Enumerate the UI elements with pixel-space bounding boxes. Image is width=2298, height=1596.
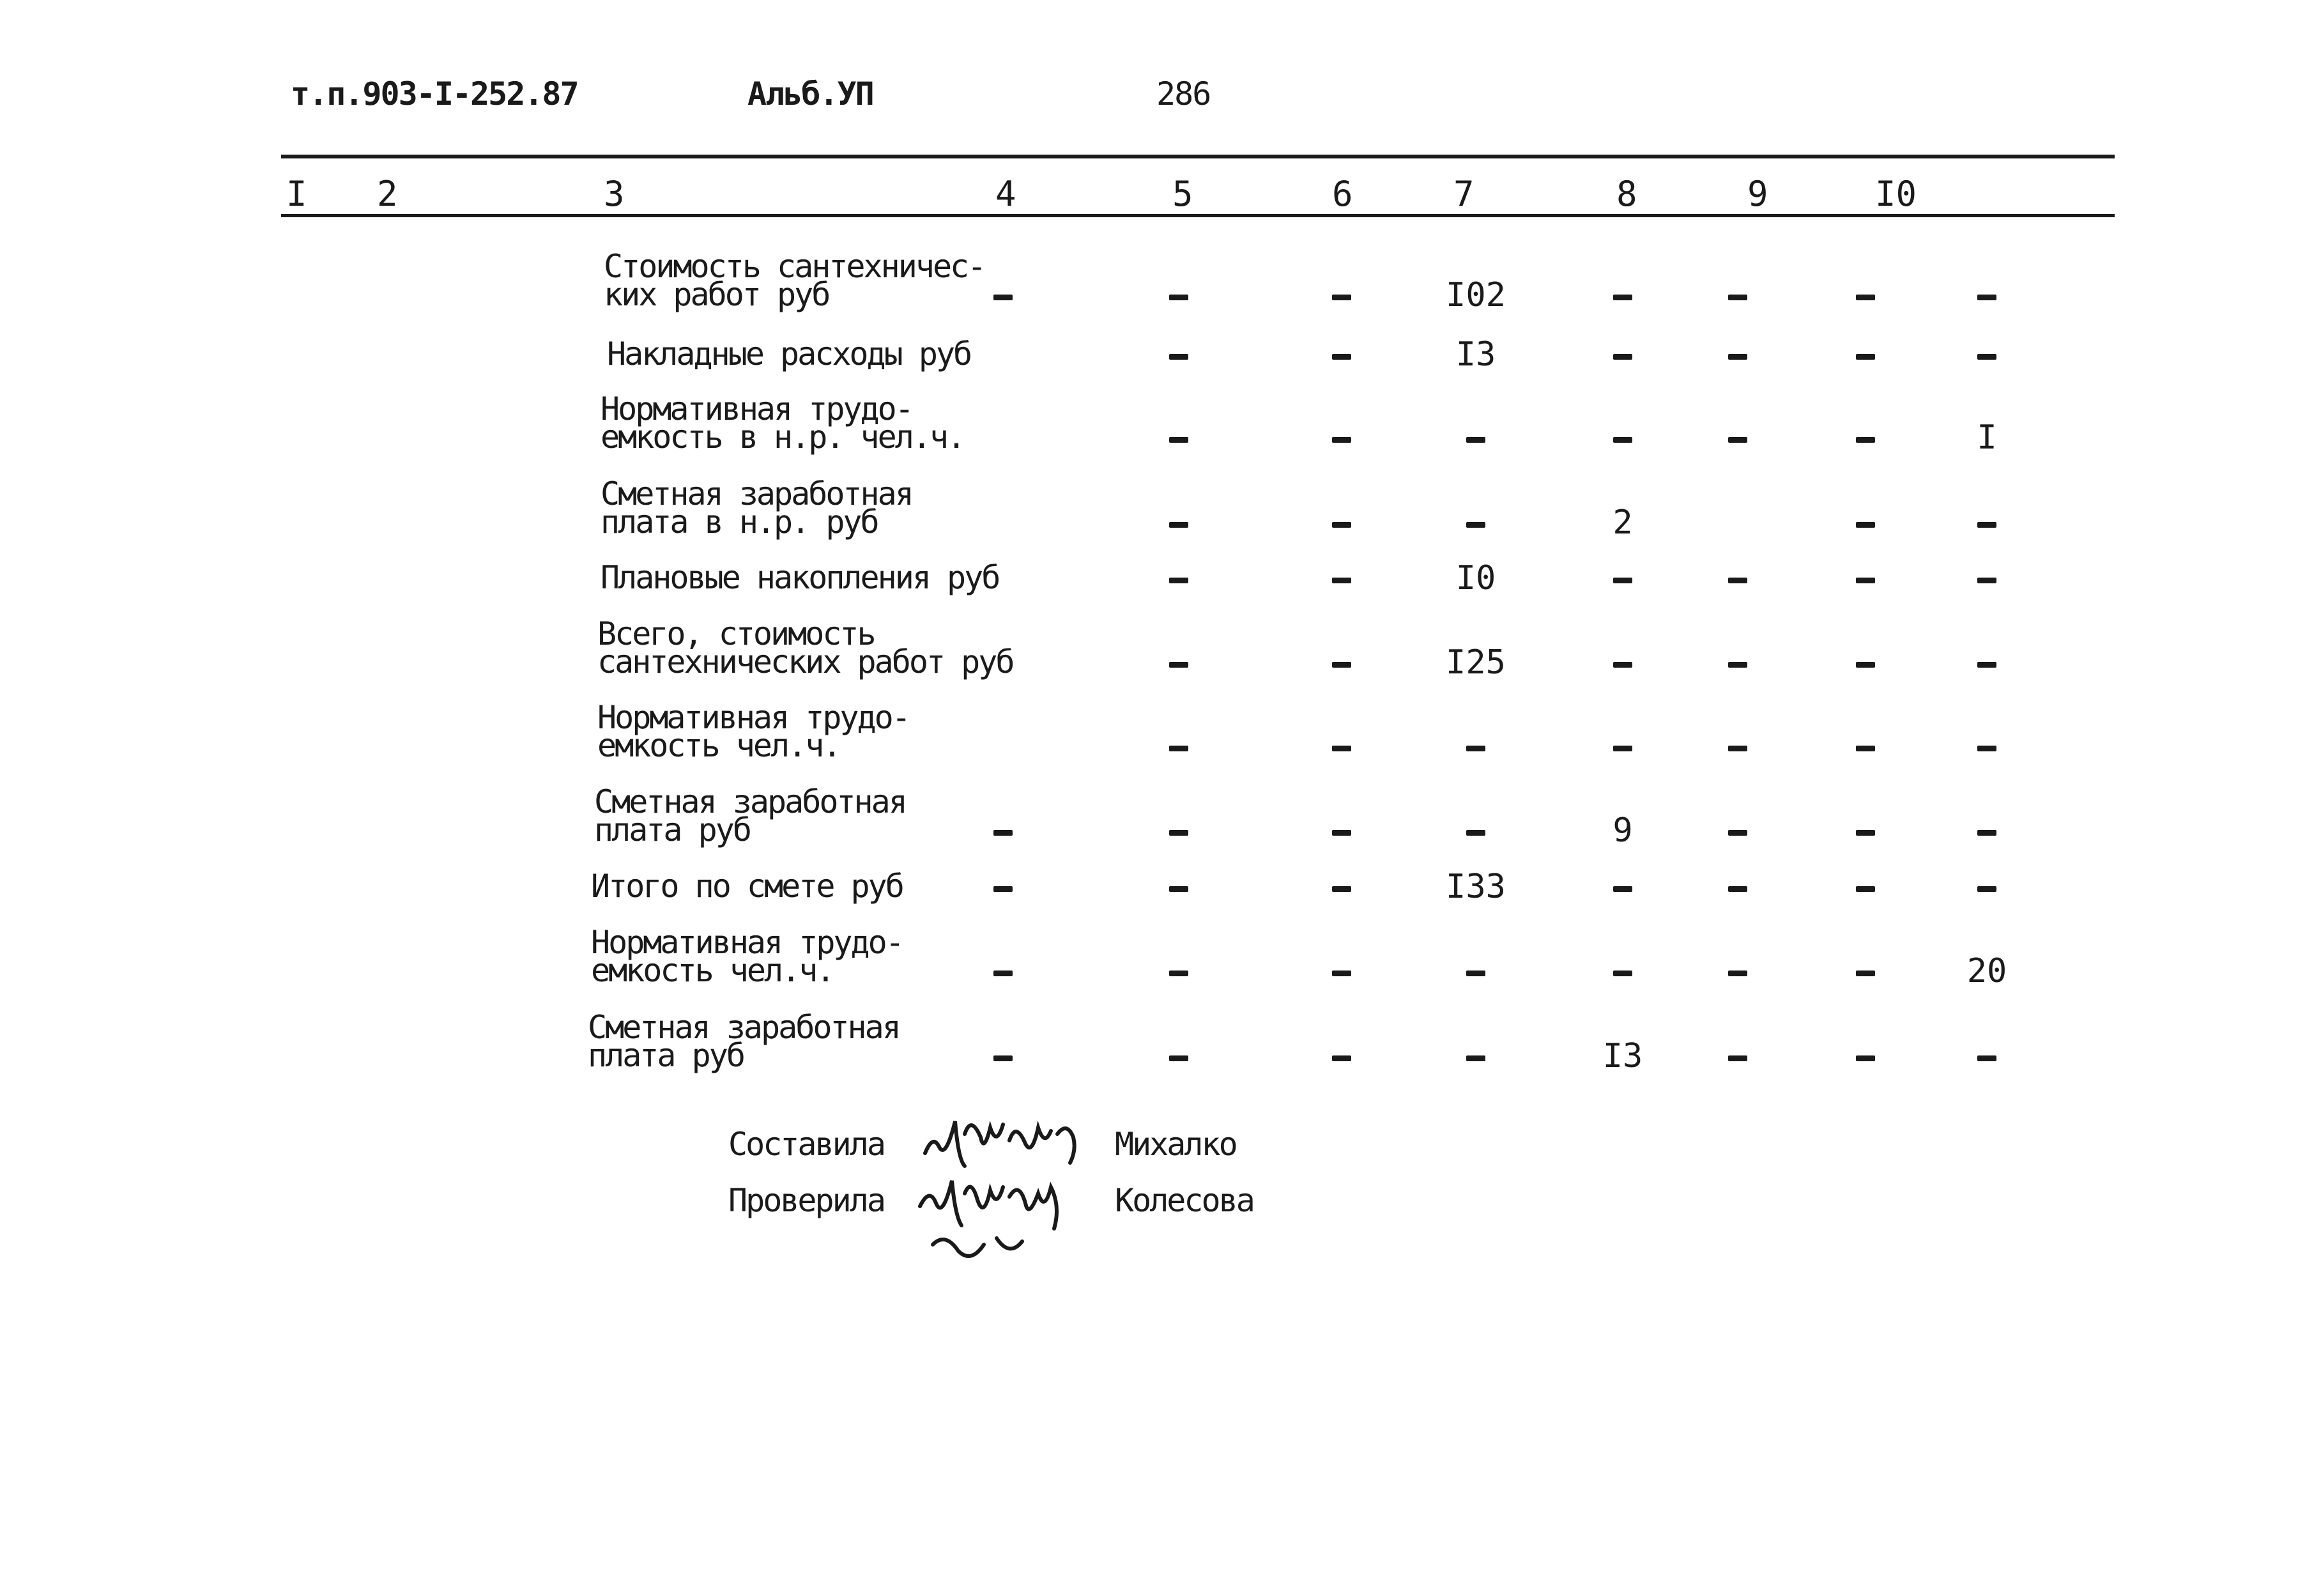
row-label-line1: Нормативная трудо- [601,390,912,427]
table-cell [1140,730,1217,763]
table-cell [1584,338,1661,371]
dash-mark [1466,971,1485,976]
dash-mark [1856,886,1875,892]
checked-by-label: Проверила [728,1182,884,1219]
dash-mark [1977,354,1996,360]
row-label-line1: Стоимость сантехничес- [604,248,985,285]
dash-mark [1728,971,1747,976]
dash-mark [1977,662,1996,668]
dash-mark [1977,578,1996,583]
dash-mark [1728,830,1747,836]
table-row [0,390,2298,470]
table-row [0,842,2298,919]
dash-mark [1332,1055,1351,1061]
dash-mark [1332,746,1351,751]
row-label-line2: ких работ руб [604,276,829,313]
dash-mark [1169,971,1188,976]
row-label-line2: емкость чел.ч. [591,952,834,989]
table-cell [1699,279,1776,312]
table-cell [1584,730,1661,763]
dash-mark [1466,1055,1485,1061]
table-cell [1827,730,1904,763]
table-row [0,1011,2298,1088]
dash-mark [1613,662,1632,668]
dash-mark [1613,437,1632,443]
table-cell [1584,562,1661,595]
table-cell [1303,870,1380,903]
page-number: 286 [1156,75,1211,112]
table-cell [1437,730,1514,763]
table-cell [1584,421,1661,454]
column-number-6: 6 [1332,174,1353,214]
row-label-line2: емкость чел.ч. [597,727,840,764]
dash-mark [1728,886,1747,892]
table-cell [1827,279,1904,312]
dash-mark [1613,886,1632,892]
table-cell [1437,955,1514,988]
checked-signature [914,1168,1092,1270]
table-cell: I [1977,418,1997,457]
column-number-3: 3 [604,174,625,214]
table-cell [1140,279,1217,312]
table-cell [1699,1040,1776,1073]
table-cell [1437,421,1514,454]
row-label-line1: Всего, стоимость [597,615,875,652]
table-cell [1303,646,1380,679]
table-cell [1827,870,1904,903]
dash-mark [1169,522,1188,528]
dash-mark [1977,746,1996,751]
table-cell [1140,562,1217,595]
row-label-line2: емкость в н.р. чел.ч. [601,418,965,456]
table-row [0,533,2298,610]
dash-mark [1856,1055,1875,1061]
table-cell: I0 [1455,559,1496,597]
dash-mark [1977,522,1996,528]
dash-mark [1856,295,1875,300]
row-label-line2: плата в н.р. руб [601,503,878,541]
table-cell [1303,279,1380,312]
table-cell [1140,421,1217,454]
dash-mark [1728,1055,1747,1061]
dash-mark [1332,522,1351,528]
row-label-line1: Сметная заработная [594,783,906,820]
dash-mark [1728,295,1747,300]
dash-mark [993,830,1013,836]
dash-mark [1856,437,1875,443]
table-cell [965,955,1041,988]
dash-mark [1977,886,1996,892]
row-label-line2: плата руб [588,1037,744,1074]
table-cell [1303,1040,1380,1073]
dash-mark [1332,437,1351,443]
table-cell [1699,955,1776,988]
dash-mark [1856,662,1875,668]
dash-mark [1613,295,1632,300]
table-cell [1949,730,2025,763]
table-row [0,926,2298,1003]
table-cell [1699,870,1776,903]
table-cell [1140,1040,1217,1073]
row-label-line2: Итого по смете руб [591,868,903,905]
dash-mark [1466,746,1485,751]
table-cell [1949,562,2025,595]
dash-mark [1856,830,1875,836]
table-cell: 9 [1612,811,1633,850]
table-cell [1303,955,1380,988]
table-cell: I3 [1602,1037,1643,1075]
table-cell [1827,1040,1904,1073]
table-cell [1699,562,1776,595]
table-cell [1949,870,2025,903]
table-cell [965,870,1041,903]
dash-mark [1332,578,1351,583]
column-number-10: I0 [1875,174,1917,214]
checked-by-name: Колесова [1115,1182,1253,1219]
row-label-line2: Плановые накопления руб [601,559,999,596]
table-cell: I02 [1446,276,1506,314]
dash-mark [1728,746,1747,751]
column-number-7: 7 [1453,174,1475,214]
dash-mark [1466,830,1485,836]
table-cell [1827,421,1904,454]
dash-mark [1169,437,1188,443]
table-row [0,615,2298,694]
dash-mark [1466,522,1485,528]
dash-mark [1169,295,1188,300]
dash-mark [1332,886,1351,892]
table-row [0,310,2298,387]
table-cell [1584,870,1661,903]
dash-mark [1169,830,1188,836]
table-cell [1949,1040,2025,1073]
compiled-by-label: Составила [728,1126,884,1163]
table-cell [1949,338,2025,371]
table-row [0,699,2298,778]
table-cell [1303,562,1380,595]
dash-mark [1856,971,1875,976]
dash-mark [1977,830,1996,836]
dash-mark [1332,662,1351,668]
table-cell [1140,955,1217,988]
table-cell [1949,646,2025,679]
dash-mark [1169,746,1188,751]
table-cell [1699,646,1776,679]
dash-mark [1728,354,1747,360]
dash-mark [1728,578,1747,583]
table-cell [1584,955,1661,988]
dash-mark [993,886,1013,892]
table-cell [1827,955,1904,988]
table-cell [1303,421,1380,454]
table-cell [1303,730,1380,763]
table-cell [1584,646,1661,679]
row-label-line2: сантехнических работ руб [597,643,1013,680]
dash-mark [1856,578,1875,583]
table-cell [1949,279,2025,312]
table-cell [1140,338,1217,371]
column-number-5: 5 [1172,174,1193,214]
table-cell: 2 [1612,503,1633,542]
table-cell: I33 [1446,868,1506,906]
dash-mark [1613,971,1632,976]
dash-mark [1332,971,1351,976]
table-cell: I25 [1446,643,1506,682]
column-number-8: 8 [1616,174,1637,214]
dash-mark [1332,295,1351,300]
row-label-line1: Сметная заработная [588,1009,900,1046]
dash-mark [993,1055,1013,1061]
dash-mark [1977,295,1996,300]
dash-mark [1856,522,1875,528]
table-cell [1827,338,1904,371]
row-label-line1: Сметная заработная [601,475,912,512]
dash-mark [1332,354,1351,360]
column-number-9: 9 [1747,174,1768,214]
table-cell [1699,421,1776,454]
dash-mark [1169,578,1188,583]
dash-mark [1169,886,1188,892]
dash-mark [1169,1055,1188,1061]
row-label-line2: плата руб [594,811,750,848]
album-number: Альб.УП [747,75,873,112]
dash-mark [1728,662,1747,668]
table-cell [1827,562,1904,595]
table-cell [1140,646,1217,679]
table-cell: I3 [1455,335,1496,374]
table-cell [1699,338,1776,371]
table-cell [1584,279,1661,312]
dash-mark [1613,746,1632,751]
row-label-line1: Нормативная трудо- [591,924,903,961]
dash-mark [1728,437,1747,443]
row-label-line1: Нормативная трудо- [597,699,909,736]
dash-mark [1169,662,1188,668]
table-cell [1827,646,1904,679]
dash-mark [1977,1055,1996,1061]
table-cell: 20 [1966,952,2007,990]
dash-mark [1856,354,1875,360]
dash-mark [1169,354,1188,360]
dash-mark [1613,578,1632,583]
dash-mark [1466,437,1485,443]
column-number-1: I [286,174,307,214]
table-cell [1140,870,1217,903]
dash-mark [993,295,1013,300]
table-cell [965,1040,1041,1073]
dash-mark [1613,354,1632,360]
table-cell [1699,730,1776,763]
document-code: т.п.903-I-252.87 [291,75,578,112]
dash-mark [993,971,1013,976]
dash-mark [1856,746,1875,751]
column-number-4: 4 [995,174,1016,214]
table-cell [1303,338,1380,371]
table-cell [1437,1040,1514,1073]
row-label-line2: Накладные расходы руб [607,335,971,372]
dash-mark [1332,830,1351,836]
table-cell [965,279,1041,312]
table-top-rule [281,155,2115,158]
compiled-by-name: Михалко [1115,1126,1236,1163]
column-number-2: 2 [377,174,398,214]
table-header-rule [281,214,2115,217]
